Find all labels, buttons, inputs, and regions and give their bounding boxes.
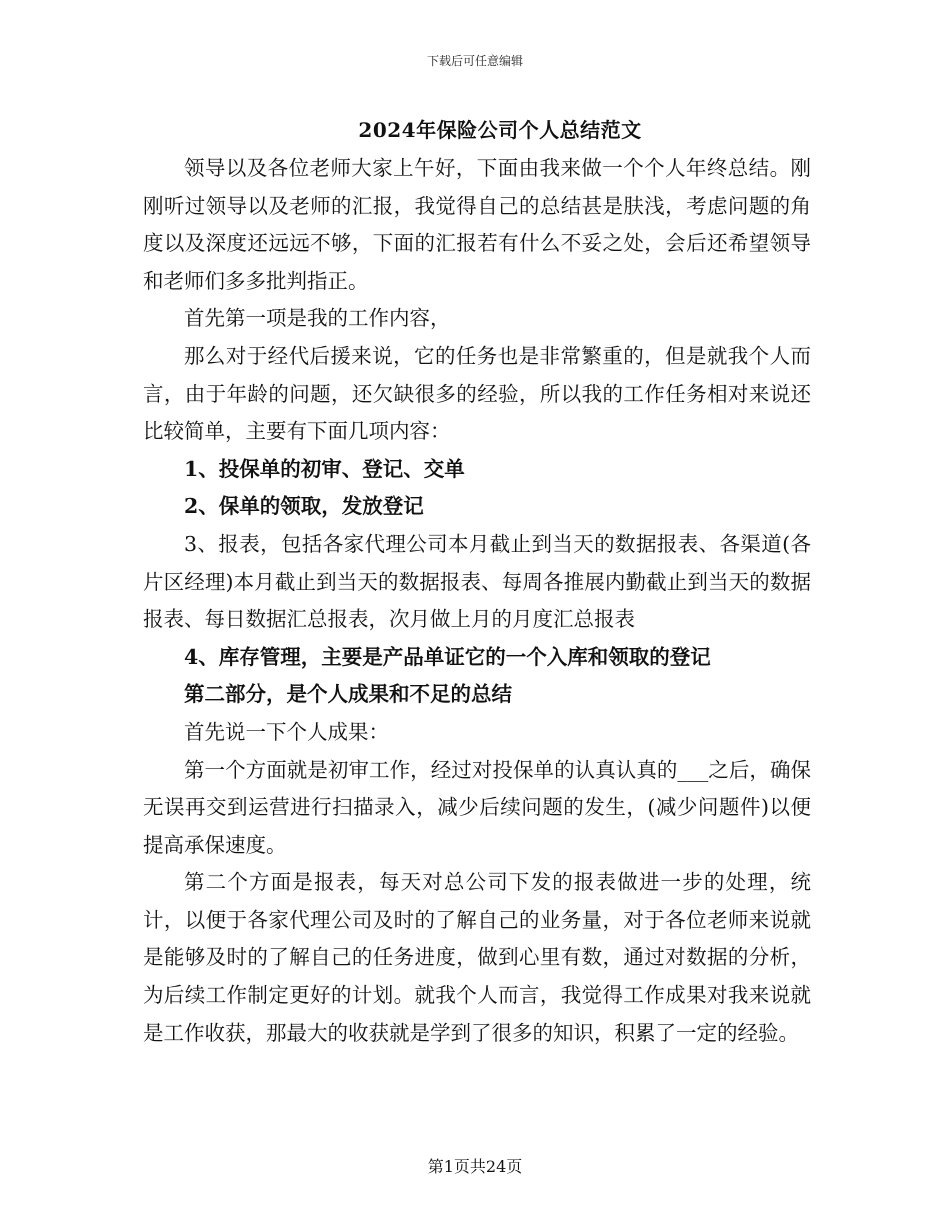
paragraph-work-content-heading: 首先第一项是我的工作内容， bbox=[184, 306, 451, 331]
paragraph-achievements-intro: 首先说一下个人成果： bbox=[184, 719, 389, 744]
section-heading-part-two: 第二部分，是个人成果和不足的总结 bbox=[184, 682, 512, 707]
page-header: 下载后可任意编辑 bbox=[426, 54, 523, 68]
paragraph-achievement-1: 第一个方面就是初审工作，经过对投保单的认真认真的___之后，确保无误再交到运营进行扫描录入，减少后续问题的发生，(减少问题件)以便提高承保速度。 bbox=[143, 757, 811, 857]
list-item-1: 1、投保单的初审、登记、交单 bbox=[184, 456, 465, 481]
document-body bbox=[143, 150, 811, 1052]
paragraph-intro: 领导以及各位老师大家上午好，下面由我来做一个个人年终总结。刚刚听过领导以及老师的汇报，我觉得自己的总结甚是肤浅，考虑问题的角度以及深度还远远不够，下面的汇报若有什么不妥之处，会后还希望领导和老师们多多批判指正。 bbox=[143, 156, 811, 293]
paragraph-achievement-2: 第二个方面是报表，每天对总公司下发的报表做进一步的处理，统计，以便于各家代理公司及时的了解自己的业务量，对于各位老师来说就是能够及时的了解自己的任务进度，做到心里有数，通过对数据的分析，为后续工作制定更好的计划。就我个人而言，我觉得工作成果对我来说就是工作收获，那最大的收获就是学到了很多的知识，积累了一定的经验。 bbox=[143, 870, 811, 1045]
paragraph-work-description: 那么对于经代后援来说，它的任务也是非常繁重的，但是就我个人而言，由于年龄的问题，还欠缺很多的经验，所以我的工作任务相对来说还比较简单，主要有下面几项内容： bbox=[143, 343, 811, 444]
document-title: 2024年保险公司个人总结范文 bbox=[358, 118, 642, 142]
list-item-3: 3、报表，包括各家代理公司本月截止到当天的数据报表、各渠道(各片区经理)本月截止到当天的数据报表、每周各推展内勤截止到当天的数据报表、每日数据汇总报表，次月做上月的月度汇总报表 bbox=[143, 531, 811, 632]
page-footer: 第1页共24页 bbox=[427, 1157, 523, 1176]
list-item-4: 4、库存管理，主要是产品单证它的一个入库和领取的登记 bbox=[184, 644, 711, 669]
list-item-2: 2、保单的领取，发放登记 bbox=[184, 494, 424, 519]
